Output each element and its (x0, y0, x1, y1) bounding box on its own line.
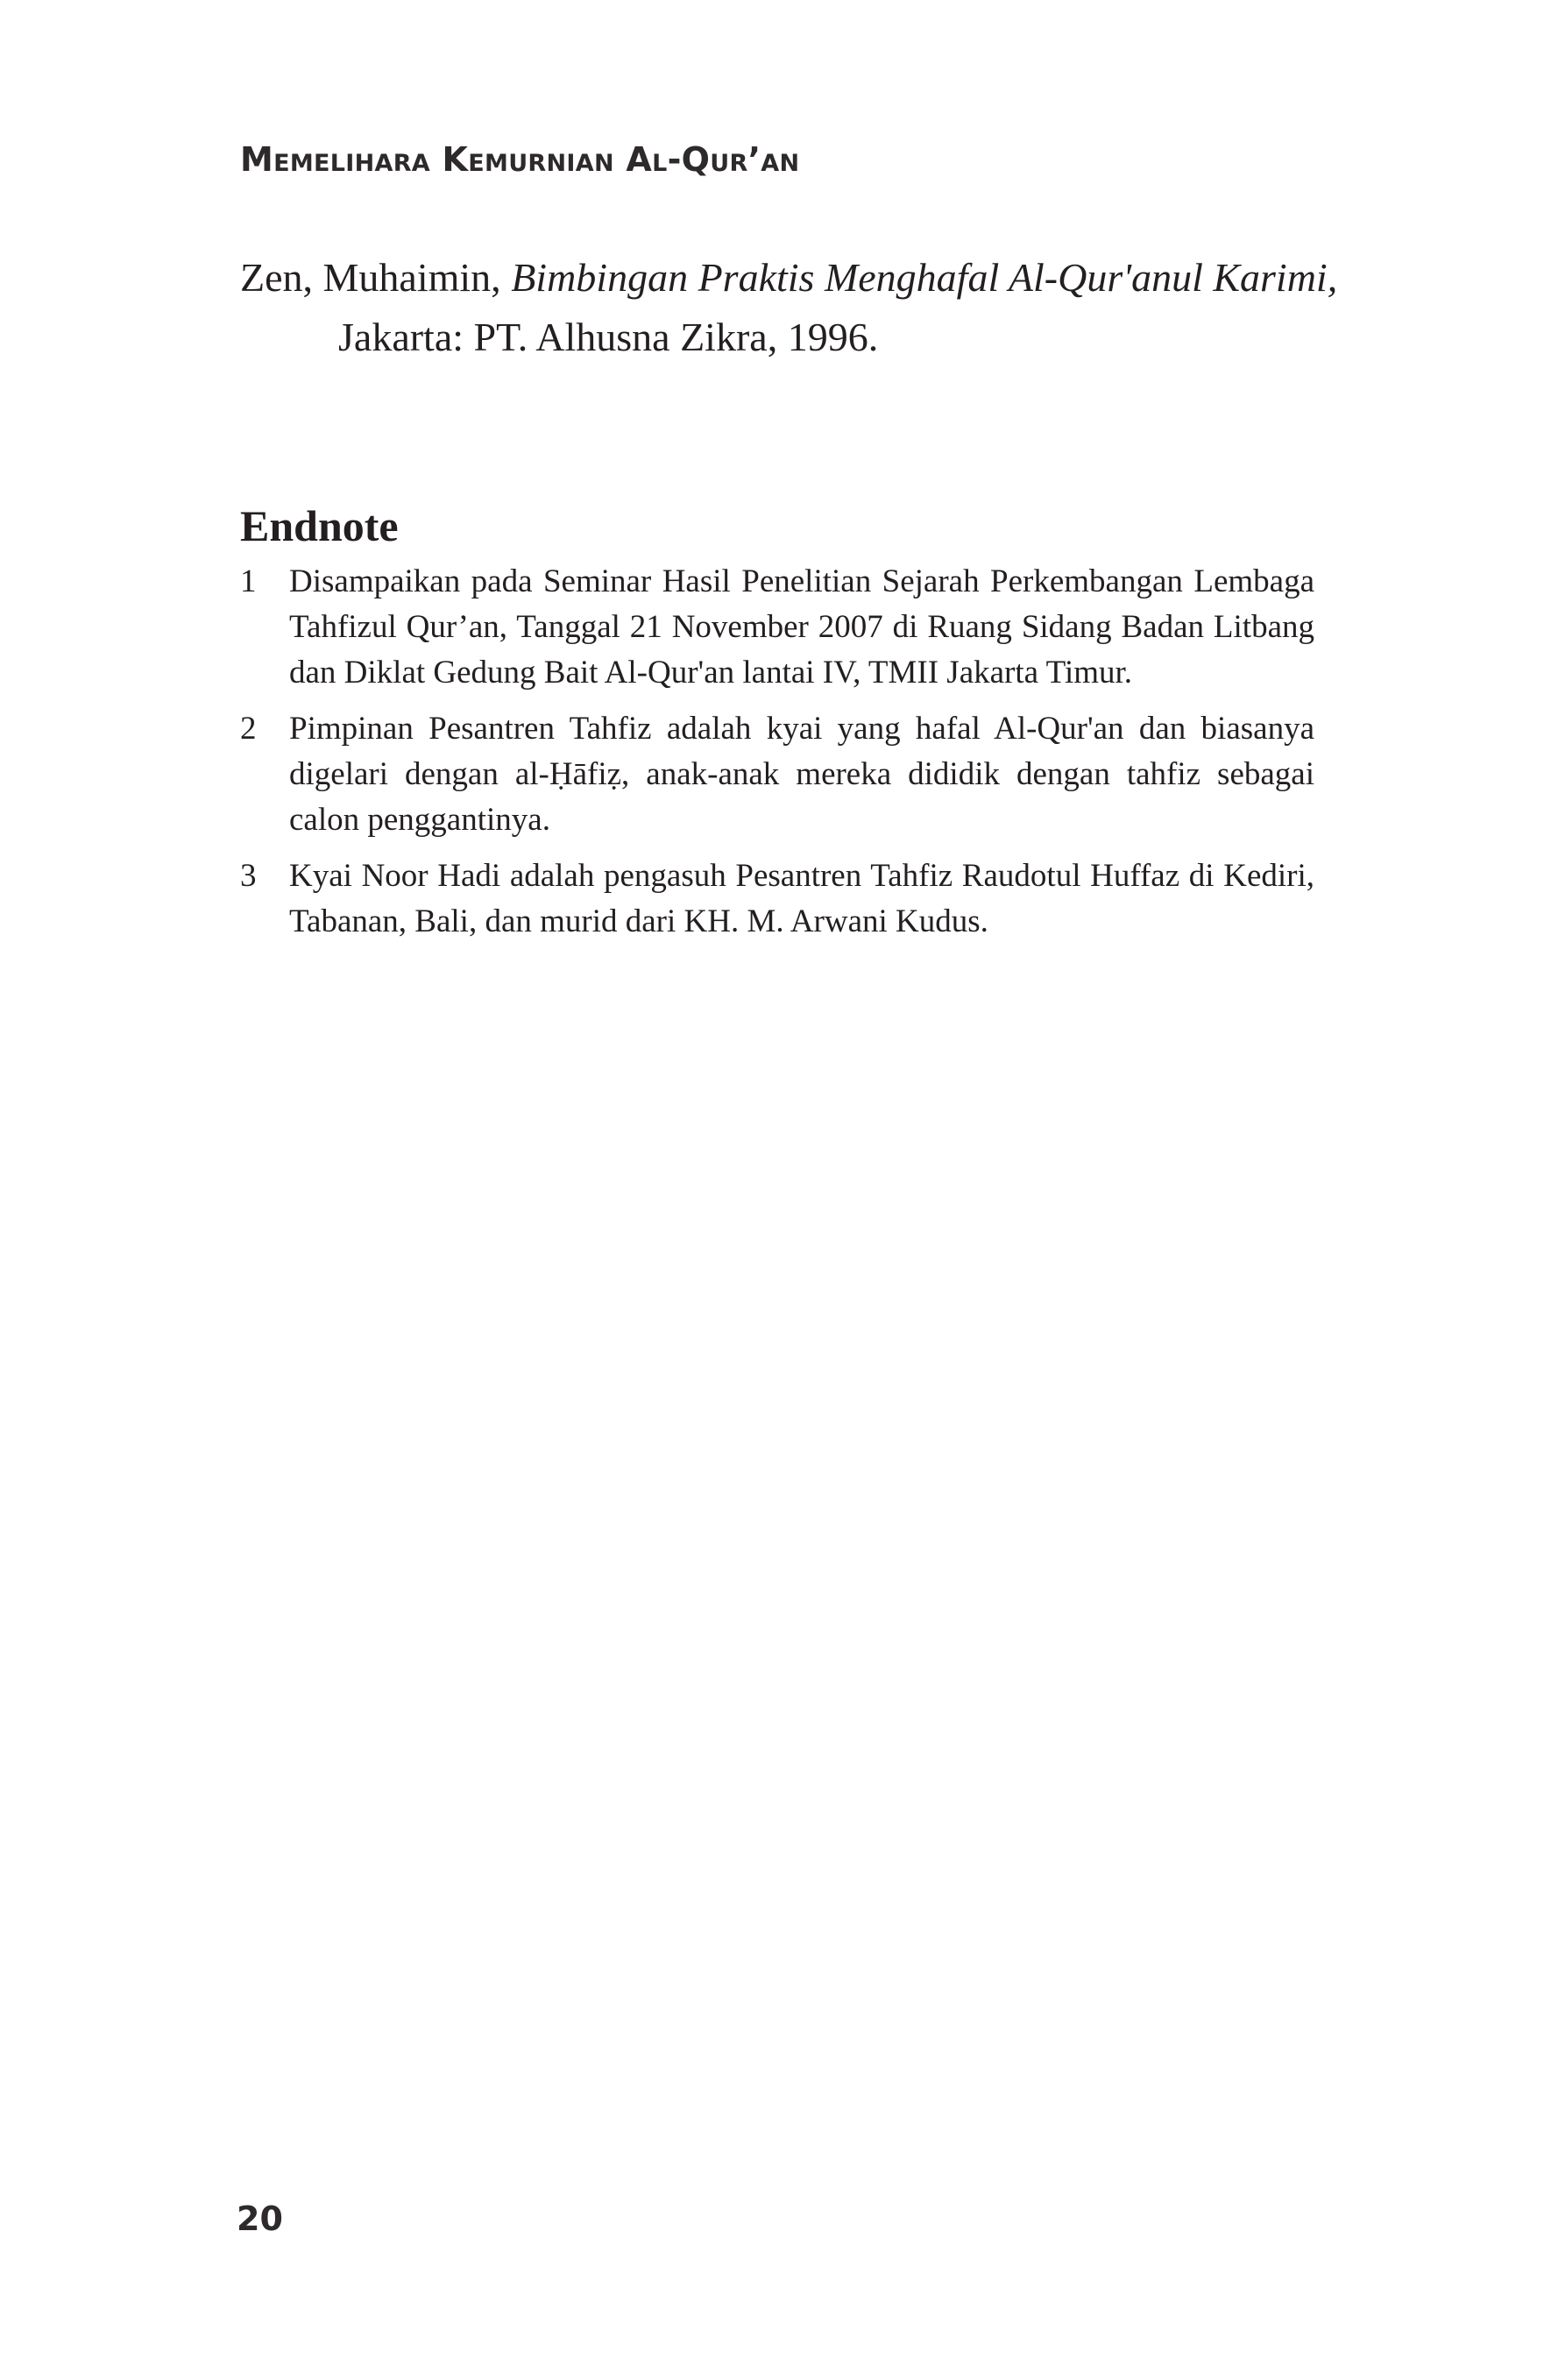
endnote-number: 1 (240, 563, 257, 599)
endnote-item (240, 706, 1314, 843)
endnote-number: 3 (240, 858, 257, 894)
endnote-text: Pimpinan Pesantren Tahfiz adalah kyai yang hafal Al-Qur'an dan biasanya digelari dengan al-Ḥāfiẓ, anak-anak mereka dididik dengan tahfiz sebagai calon penggantinya. (289, 711, 1314, 838)
endnote-list (240, 559, 1314, 955)
bibliography-title: Bimbingan Praktis Menghafal Al-Qur'anul Karimi, (511, 255, 1338, 300)
page-number: 20 (237, 2199, 283, 2238)
running-head: Memelihara Kemurnian Al-Qur’an (240, 140, 800, 179)
endnote-item (240, 559, 1314, 696)
endnote-text: Disampaikan pada Seminar Hasil Penelitian Sejarah Perkembangan Lembaga Tahfizul Qur’an, Tanggal 21 November 2007 di Ruang Sidang Badan Litbang dan Diklat Gedung Bait Al-Qur'an lantai IV, TMII Jakarta Timur. (289, 563, 1314, 691)
bibliography-author: Zen, Muhaimin, (240, 255, 512, 300)
bibliography-entry (240, 248, 1425, 367)
bibliography-publisher: Jakarta: PT. Alhusna Zikra, 1996. (338, 315, 879, 359)
endnote-text: Kyai Noor Hadi adalah pengasuh Pesantren Tahfiz Raudotul Huffaz di Kediri, Tabanan, Bali, dan murid dari KH. M. Arwani Kudus. (289, 858, 1314, 939)
endnote-heading: Endnote (240, 501, 399, 550)
endnote-item (240, 854, 1314, 945)
endnote-number: 2 (240, 711, 257, 747)
